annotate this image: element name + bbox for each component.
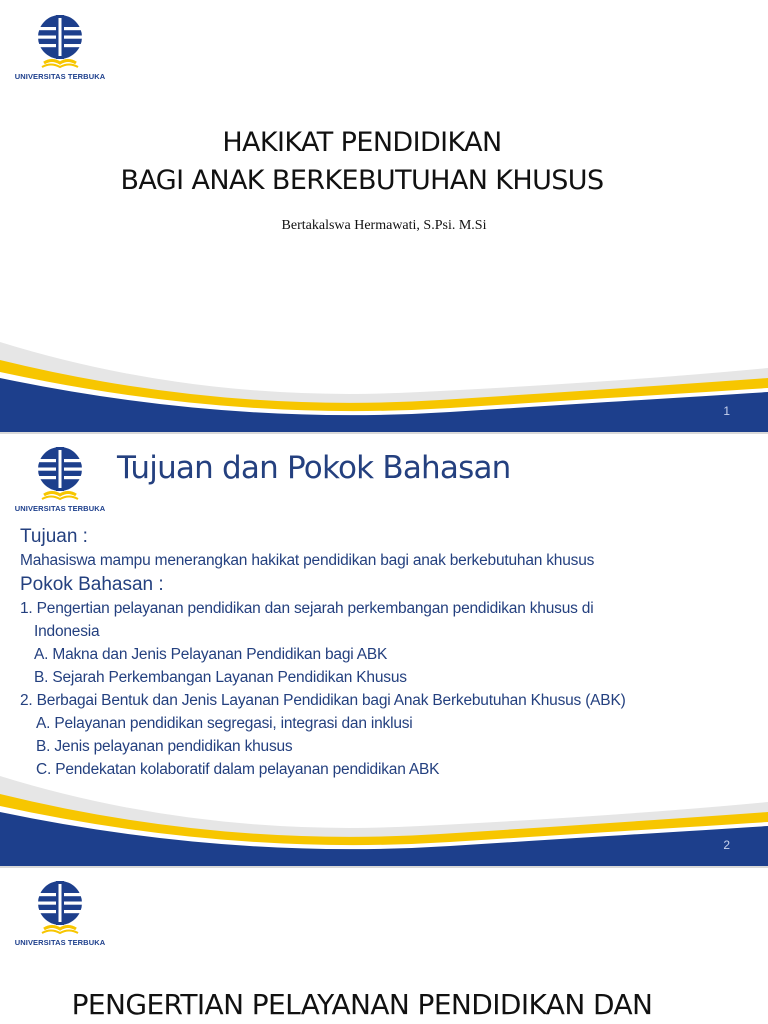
- tujuan-text: Mahasiswa mampu menerangkan hakikat pendidikan bagi anak berkebutuhan khusus: [20, 552, 595, 569]
- page-number: 1: [723, 404, 730, 418]
- author-name: Bertakalswa Hermawati, S.Psi. M.Si: [281, 218, 487, 233]
- university-logo: [14, 446, 106, 513]
- page-number: 2: [723, 838, 730, 852]
- list-item: Indonesia: [34, 623, 100, 640]
- logo-text: UNIVERSITAS TERBUKA: [14, 72, 106, 81]
- globe-book-icon: [36, 880, 84, 936]
- slide-3: [0, 868, 768, 1024]
- logo-text: UNIVERSITAS TERBUKA: [14, 504, 106, 513]
- list-item: B. Sejarah Perkembangan Layanan Pendidikan Khusus: [34, 669, 407, 686]
- slide-2-title: Tujuan dan Pokok Bahasan: [117, 450, 511, 486]
- globe-book-icon: [36, 446, 84, 502]
- slide-2-content: [20, 524, 750, 781]
- footer-wave: [0, 776, 768, 866]
- pokok-heading: Pokok Bahasan :: [20, 574, 164, 595]
- slide-1-title: [0, 124, 724, 200]
- university-logo: [14, 880, 106, 947]
- list-item: 2. Berbagai Bentuk dan Jenis Layanan Pendidikan bagi Anak Berkebutuhan Khusus (ABK): [20, 692, 626, 709]
- list-item: A. Makna dan Jenis Pelayanan Pendidikan bagi ABK: [34, 646, 388, 663]
- globe-book-icon: [36, 14, 84, 70]
- list-item: C. Pendekatan kolaboratif dalam pelayanan pendidikan ABK: [36, 761, 440, 778]
- title-line-1: HAKIKAT PENDIDIKAN: [222, 127, 502, 158]
- university-logo: [14, 14, 106, 81]
- slide-3-title: PENGERTIAN PELAYANAN PENDIDIKAN DAN: [71, 988, 653, 1021]
- title-line-2: BAGI ANAK BERKEBUTUHAN KHUSUS: [120, 165, 604, 196]
- list-item: B. Jenis pelayanan pendidikan khusus: [36, 738, 293, 755]
- list-item: 1. Pengertian pelayanan pendidikan dan sejarah perkembangan pendidikan khusus di: [20, 600, 594, 617]
- footer-wave: [0, 342, 768, 432]
- logo-text: UNIVERSITAS TERBUKA: [14, 938, 106, 947]
- slide-1: [0, 0, 768, 432]
- list-item: A. Pelayanan pendidikan segregasi, integrasi dan inklusi: [36, 715, 413, 732]
- tujuan-heading: Tujuan :: [20, 526, 88, 547]
- slide-2: [0, 434, 768, 866]
